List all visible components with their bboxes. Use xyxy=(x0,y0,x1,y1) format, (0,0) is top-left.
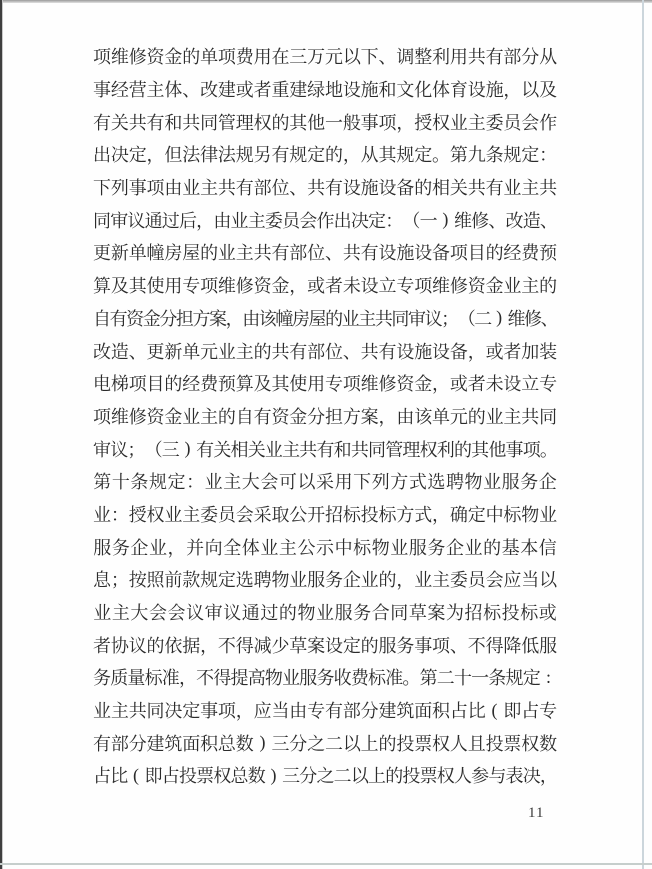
page-right-edge xyxy=(642,0,644,869)
text-line: 务 质 量 标 准 ， 不 得 提 高 物 业 服 务 收 费 标 准 。 第 二 十 一 条 规 定 : xyxy=(93,666,551,689)
text-line: 更 新 单 幢 房 屋 的 业 主 共 有 部 位 、 共 有 设 施 设 备 项 目 的 经 费 预 xyxy=(93,243,558,264)
text-line: 有 部 分 建 筑 面 积 总 数 ) 三 分 之 二 以 上 的 投 票 权 人 且 投 票 权 数 xyxy=(93,732,558,754)
text-line: 业 ： 授 权 业 主 委 员 会 采 取 公 开 招 标 投 标 方 式 ， 确 定 中 标 物 业 xyxy=(93,504,558,525)
text-line: 者 协 议 的 依 据 ， 不 得 减 少 草 案 设 定 的 服 务 事 项 、 不 得 降 低 服 xyxy=(93,635,558,656)
text-line: 占 比 ( 即 占 投 票 权 总 数 ) 三 分 之 二 以 上 的 投 票 权 人 参 与 表 决 ， xyxy=(93,764,558,787)
text-line: 息 ； 按 照 前 款 规 定 选 聘 物 业 服 务 企 业 的 ， 业 主 委 员 会 应 当 以 xyxy=(93,570,558,591)
text-line: 项 维 修 资 金 的 单 项 费 用 在 三 万 元 以 下 、 调 整 利 用 共 有 部 分 从 xyxy=(93,47,558,68)
text-line: 服 务 企 业 ， 并 向 全 体 业 主 公 示 中 标 物 业 服 务 企 业 的 基 本 信 xyxy=(93,537,557,558)
text-line: 业 主 共 同 决 定 事 项 ， 应 当 由 专 有 部 分 建 筑 面 积 占 比 ( 即 占 专 xyxy=(93,699,558,722)
text-line: 事 经 营 主 体 、 改 建 或 者 重 建 绿 地 设 施 和 文 化 体 育 设 施 ， 以 及 xyxy=(93,80,558,101)
text-line: 项 维 修 资 金 业 主 的 自 有 资 金 分 担 方 案 ， 由 该 单 元 的 业 主 共 同 xyxy=(93,406,558,427)
text-line: 有 关 共 有 和 共 同 管 理 权 的 其 他 一 般 事 项 ， 授 权 业 主 委 员 会 作 xyxy=(93,112,558,133)
text-line: 电 梯 项 目 的 经 费 预 算 及 其 使 用 专 项 维 修 资 金 ， 或 者 未 设 立 专 xyxy=(93,374,558,395)
document-text-block xyxy=(93,40,557,792)
text-line: 业 主 大 会 会 议 审 议 通 过 的 物 业 服 务 合 同 草 案 为 招 标 投 标 或 xyxy=(93,603,557,624)
text-line: 审 议 ； （ 三 ) 有 关 相 关 业 主 共 有 和 共 同 管 理 权 利 的 其 他 事 项 。 xyxy=(93,438,558,460)
text-line: 改 造 、 更 新 单 元 业 主 的 共 有 部 位 、 共 有 设 施 设 备 ， 或 者 加 装 xyxy=(93,341,558,362)
text-line: 自 有 资 金 分 担 方 案 ， 由 该 幢 房 屋 的 业 主 共 同 审 议 ； （ 二 ) 维 修 、 xyxy=(93,307,559,329)
page-number: 11 xyxy=(528,805,545,821)
page-top-edge xyxy=(0,0,652,3)
page-bottom-edge xyxy=(0,863,652,865)
text-line: 同 审 议 通 过 后 ， 由 业 主 委 员 会 作 出 决 定 ： （ 一 ) 维 修 、 改 造 、 xyxy=(93,209,558,231)
text-line: 第 十 条 规 定 ： 业 主 大 会 可 以 采 用 下 列 方 式 选 聘 物 业 服 务 企 xyxy=(93,472,557,493)
text-line: 算 及 其 使 用 专 项 维 修 资 金 ， 或 者 未 设 立 专 项 维 修 资 金 业 主 的 xyxy=(93,276,558,297)
text-line: 出 决 定 ， 但 法 律 法 规 另 有 规 定 的 ， 从 其 规 定 。 第 九 条 规 定 ： xyxy=(93,145,558,166)
page-left-edge xyxy=(0,0,2,869)
text-line: 下 列 事 项 由 业 主 共 有 部 位 、 共 有 设 施 设 备 的 相 关 共 有 业 主 共 xyxy=(93,178,558,199)
